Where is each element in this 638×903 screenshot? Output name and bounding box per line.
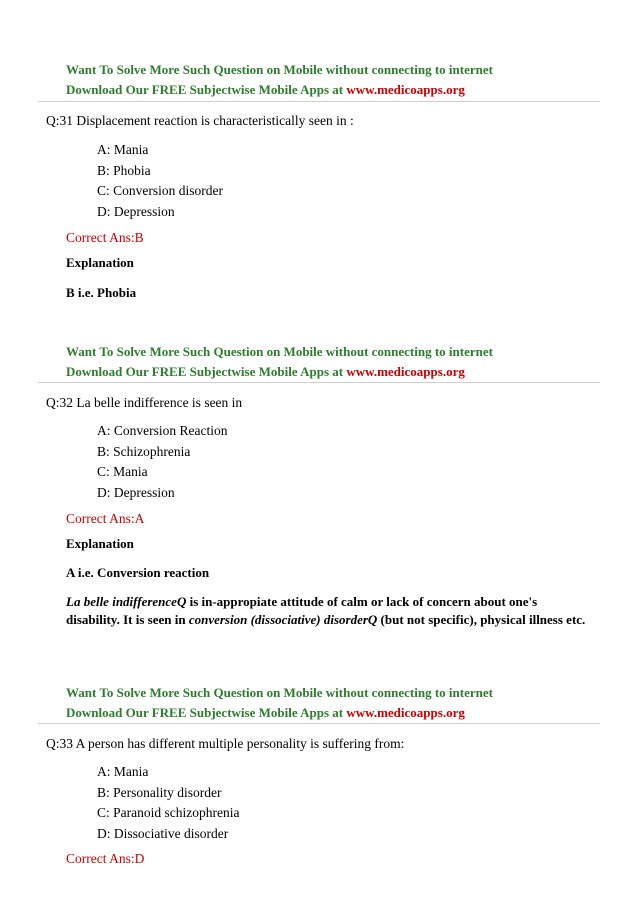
option-b: B: Personality disorder xyxy=(97,784,222,800)
explanation-paragraph-32 xyxy=(66,593,586,629)
option-a: A: Conversion Reaction xyxy=(97,423,228,438)
option-a: A: Mania xyxy=(97,764,149,779)
explanation-heading-32: Explanation xyxy=(66,536,134,551)
question-31: Q:31 Displacement reaction is characteristically seen in : xyxy=(46,113,354,128)
promo-line-2-text: Download Our FREE Subjectwise Mobile Apps at xyxy=(66,705,347,720)
para-text-1: is in-appropiate attitude of calm or lack of concern about one's disability. It is seen in xyxy=(66,594,538,627)
explanation-heading-31: Explanation xyxy=(66,255,134,270)
promo-banner xyxy=(66,342,493,382)
options-32 xyxy=(97,421,227,504)
option-a: A: Mania xyxy=(97,142,149,157)
correct-answer-33: Correct Ans:D xyxy=(66,851,145,866)
promo-line-1: Want To Solve More Such Question on Mobile without connecting to internet xyxy=(66,685,493,700)
promo-url-link[interactable]: www.medicoapps.org xyxy=(346,705,465,720)
option-b: B: Schizophrenia xyxy=(97,443,191,459)
explanation-text-31: B i.e. Phobia xyxy=(66,285,137,300)
promo-line-2-text: Download Our FREE Subjectwise Mobile Apps at xyxy=(66,364,347,379)
promo-line-2 xyxy=(66,362,493,382)
italic-term-2: conversion (dissociative) disorderQ xyxy=(188,612,378,627)
option-c: C: Conversion disorder xyxy=(97,183,223,199)
divider xyxy=(38,382,600,383)
option-c: C: Mania xyxy=(97,464,148,480)
option-d: D: Dissociative disorder xyxy=(97,826,229,842)
promo-url-link[interactable]: www.medicoapps.org xyxy=(346,364,465,379)
promo-line-1: Want To Solve More Such Question on Mobile without connecting to internet xyxy=(66,62,493,77)
correct-answer-32: Correct Ans:A xyxy=(66,511,145,526)
promo-line-2-text: Download Our FREE Subjectwise Mobile Apps at xyxy=(66,82,347,97)
promo-url-link[interactable]: www.medicoapps.org xyxy=(346,82,465,97)
promo-line-2 xyxy=(66,80,493,100)
option-b: B: Phobia xyxy=(97,162,151,178)
question-32: Q:32 La belle indifference is seen in xyxy=(46,395,243,410)
promo-banner xyxy=(66,60,493,100)
correct-answer-31: Correct Ans:B xyxy=(66,230,144,245)
promo-line-2 xyxy=(66,703,493,723)
promo-line-1: Want To Solve More Such Question on Mobile without connecting to internet xyxy=(66,344,493,359)
options-31 xyxy=(97,140,223,223)
option-c: C: Paranoid schizophrenia xyxy=(97,805,240,821)
option-d: D: Depression xyxy=(97,485,175,501)
options-33 xyxy=(97,762,239,845)
para-text-2: (but not specific), physical illness etc. xyxy=(377,612,586,627)
divider xyxy=(38,723,600,724)
divider xyxy=(38,101,600,102)
promo-banner xyxy=(66,683,493,723)
italic-term-1: La belle indifferenceQ xyxy=(66,594,187,609)
option-d: D: Depression xyxy=(97,204,175,220)
question-33: Q:33 A person has different multiple personality is suffering from: xyxy=(46,736,405,751)
explanation-text-32: A i.e. Conversion reaction xyxy=(66,565,210,580)
